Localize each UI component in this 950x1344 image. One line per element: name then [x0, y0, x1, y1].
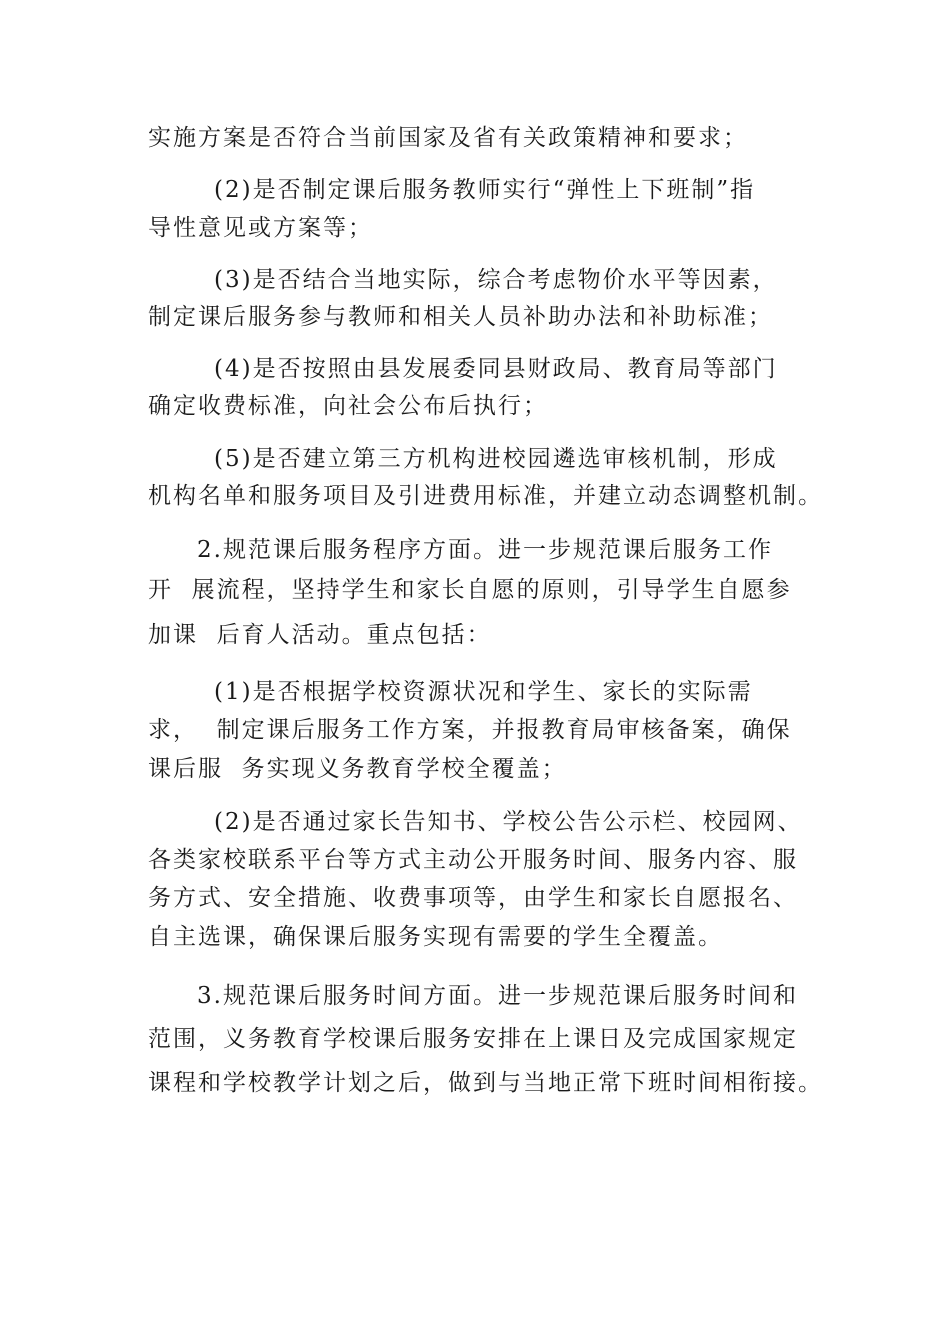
- text-line: 加课 后育人活动。重点包括：: [148, 622, 492, 648]
- text-line: (5)是否建立第三方机构进校园遴选审核机制，形成: [214, 446, 778, 472]
- text-line: 各类家校联系平台等方式主动公开服务时间、服务内容、服: [148, 847, 798, 873]
- text-line: 务方式、安全措施、收费事项等，由学生和家长自愿报名、: [148, 885, 798, 911]
- text-line: 自主选课，确保课后服务实现有需要的学生全覆盖。: [148, 924, 723, 950]
- text-line: 导性意见或方案等；: [148, 215, 373, 241]
- text-line: (3)是否结合当地实际，综合考虑物价水平等因素，: [214, 267, 778, 293]
- text-line: 课程和学校教学计划之后，做到与当地正常下班时间相衔接。: [148, 1070, 823, 1096]
- text-line: 实施方案是否符合当前国家及省有关政策精神和要求；: [148, 125, 748, 151]
- text-line: 制定课后服务参与教师和相关人员补助办法和补助标准；: [148, 304, 773, 330]
- text-line: (1)是否根据学校资源状况和学生、家长的实际需: [214, 679, 753, 705]
- text-line: (2)是否制定课后服务教师实行“弹性上下班制”指: [214, 177, 756, 203]
- text-line: 确定收费标准，向社会公布后执行；: [148, 393, 548, 419]
- text-line: 求， 制定课后服务工作方案，并报教育局审核备案，确保: [148, 717, 792, 743]
- text-line: 开 展流程，坚持学生和家长自愿的原则，引导学生自愿参: [148, 577, 792, 603]
- text-line: 3.规范课后服务时间方面。进一步规范课后服务时间和: [197, 983, 798, 1009]
- text-line: 2.规范课后服务程序方面。进一步规范课后服务工作: [197, 537, 773, 563]
- text-line: (2)是否通过家长告知书、学校公告公示栏、校园网、: [214, 809, 803, 835]
- text-line: 范围，义务教育学校课后服务安排在上课日及完成国家规定: [148, 1026, 798, 1052]
- text-line: 机构名单和服务项目及引进费用标准，并建立动态调整机制。: [148, 483, 823, 509]
- text-line: 课后服 务实现义务教育学校全覆盖；: [148, 756, 567, 782]
- text-line: (4)是否按照由县发展委同县财政局、教育局等部门: [214, 356, 778, 382]
